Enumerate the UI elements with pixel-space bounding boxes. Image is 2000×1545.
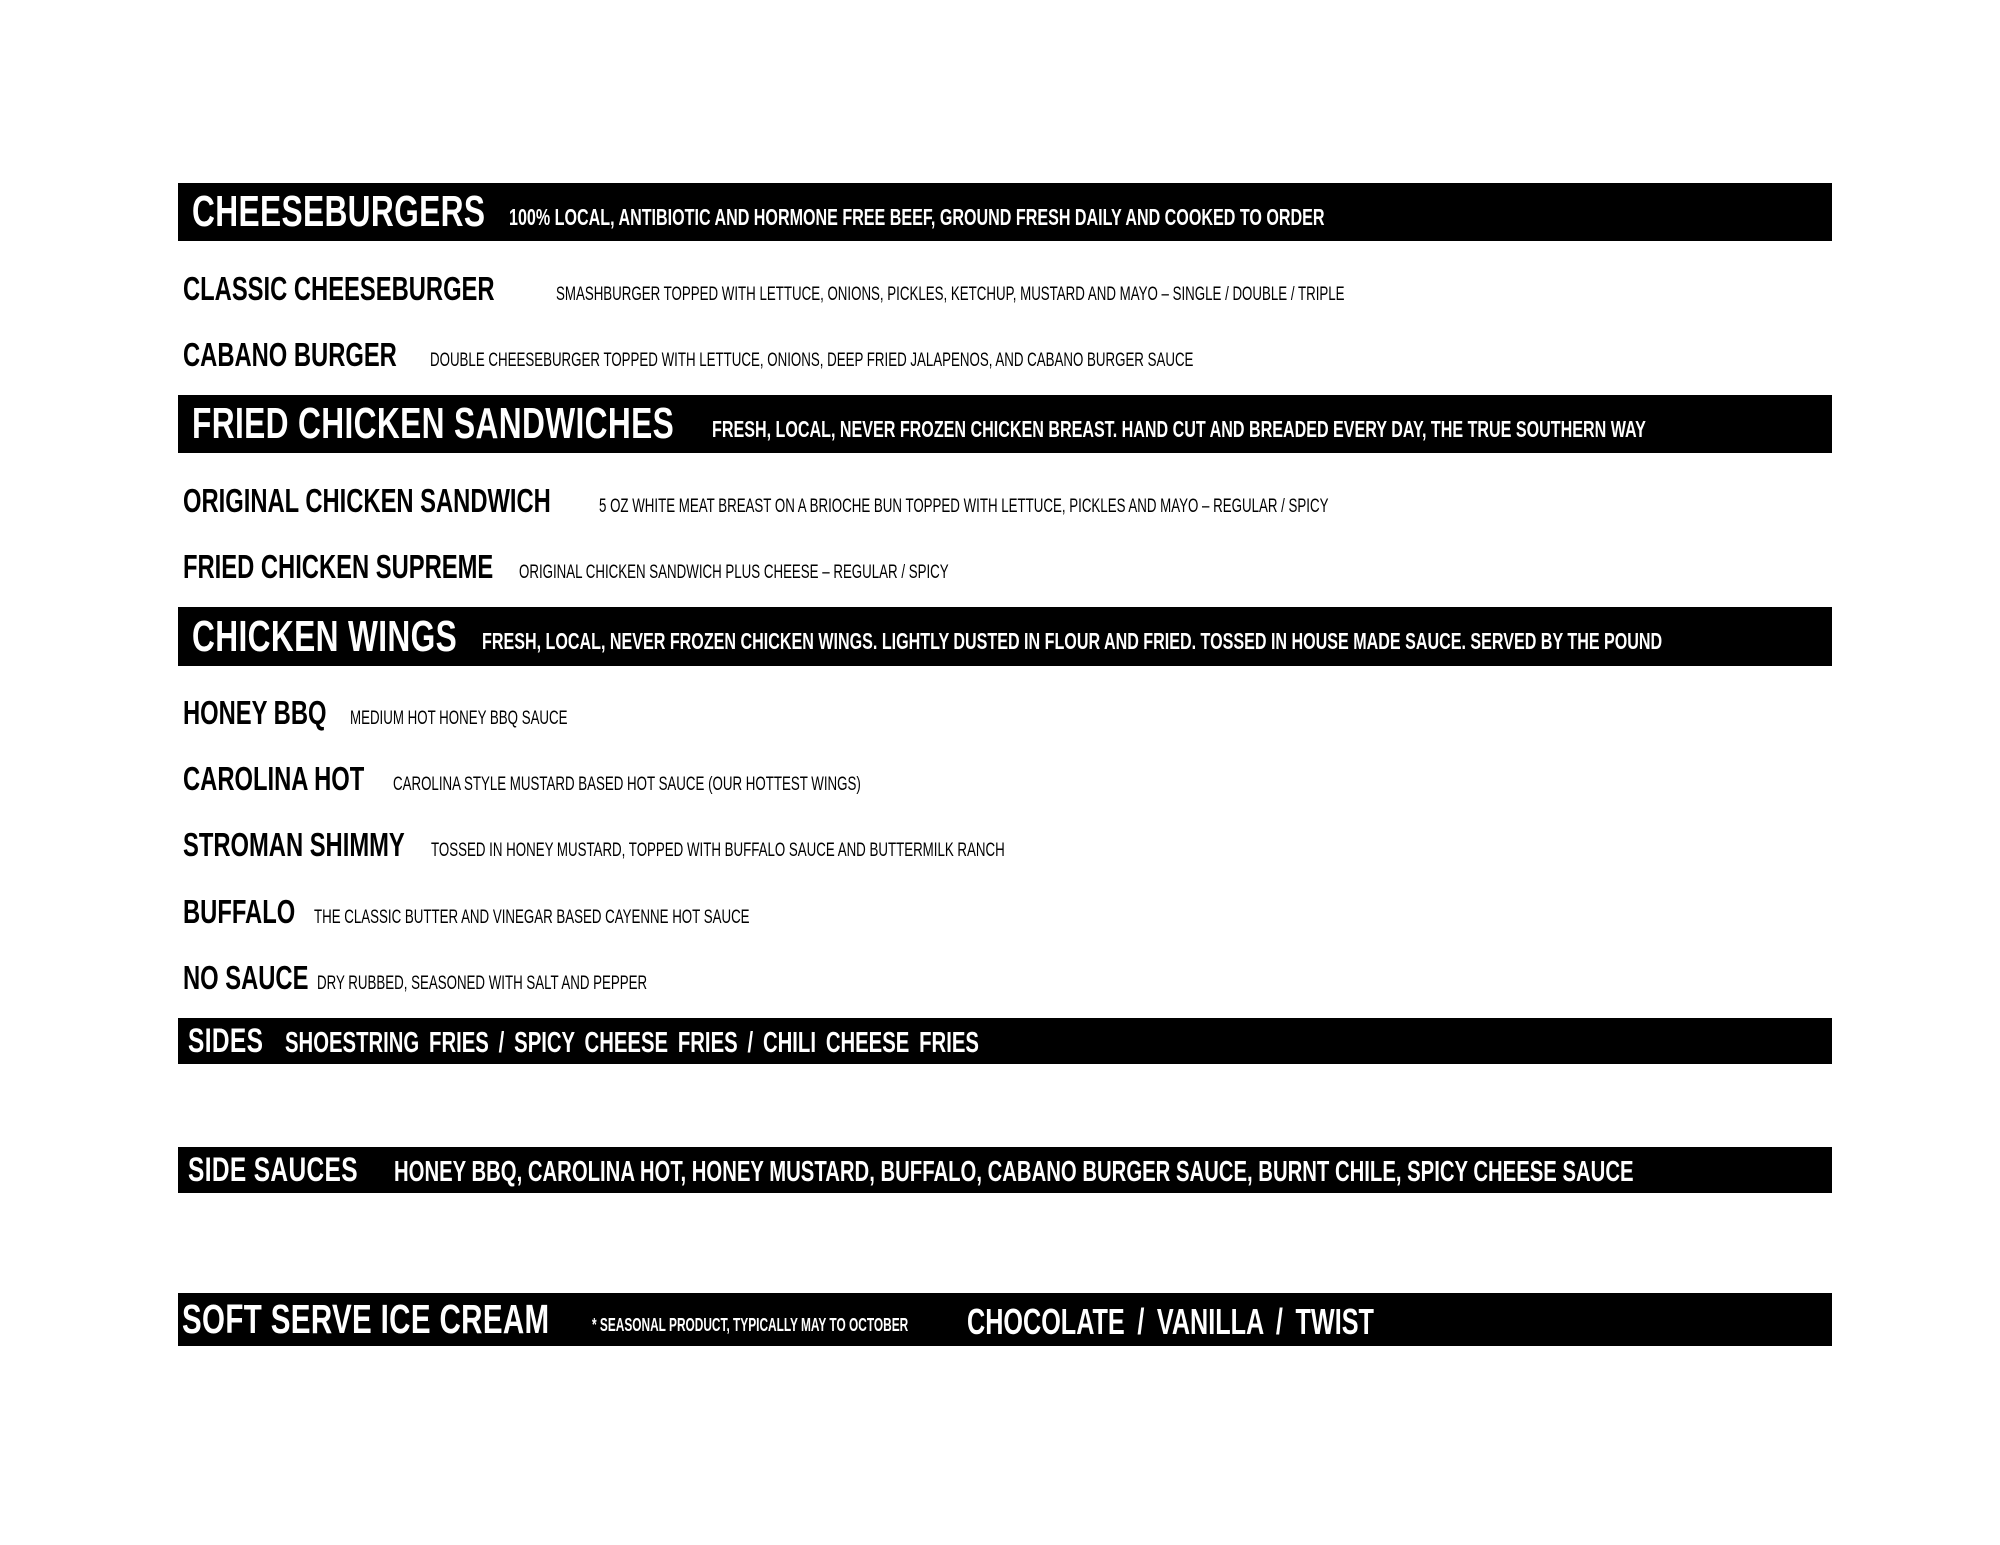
menu-item-no-sauce xyxy=(183,959,789,997)
menu-item-name: CLASSIC CHEESEBURGER xyxy=(183,270,495,307)
section-header-side-sauces xyxy=(178,1147,1832,1193)
menu-item-description: TOSSED IN HONEY MUSTARD, TOPPED WITH BUFFALO SAUCE AND BUTTERMILK RANCH xyxy=(431,840,1005,861)
menu-item-name: FRIED CHICKEN SUPREME xyxy=(183,548,494,585)
section-options: SHOESTRING FRIES / SPICY CHEESE FRIES / CHILI CHEESE FRIES xyxy=(284,1026,979,1059)
section-header-fried-chicken-sandwiches xyxy=(178,395,1832,453)
section-header-soft-serve xyxy=(178,1293,1832,1346)
menu-item-description: 5 OZ WHITE MEAT BREAST ON A BRIOCHE BUN TOPPED WITH LETTUCE, PICKLES AND MAYO – REGULAR / SPICY xyxy=(598,496,1329,517)
menu-item-classic-cheeseburger xyxy=(183,270,1682,308)
menu-item-buffalo xyxy=(183,893,936,931)
section-options: CHOCOLATE / VANILLA / TWIST xyxy=(966,1300,1374,1342)
menu-item-original-chicken-sandwich xyxy=(183,482,1641,520)
seasonal-note: * SEASONAL PRODUCT, TYPICALLY MAY TO OCTOBER xyxy=(592,1315,909,1335)
section-title: CHICKEN WINGS xyxy=(192,611,458,661)
menu-item-fried-chicken-supreme xyxy=(183,548,1133,586)
menu-item-description: DRY RUBBED, SEASONED WITH SALT AND PEPPER xyxy=(317,973,648,994)
section-title: SIDES xyxy=(188,1021,264,1060)
menu-item-name: BUFFALO xyxy=(183,893,296,930)
menu-item-stroman-shimmy xyxy=(183,826,1251,864)
menu-item-carolina-hot xyxy=(183,760,1061,798)
menu-item-name: STROMAN SHIMMY xyxy=(183,826,405,863)
section-title: CHEESEBURGERS xyxy=(192,187,486,236)
menu-item-description: DOUBLE CHEESEBURGER TOPPED WITH LETTUCE, ONIONS, DEEP FRIED JALAPENOS, AND CABANO BURGER SAUCE xyxy=(430,350,1194,371)
menu-item-honey-bbq xyxy=(183,694,661,732)
menu-item-name: CABANO BURGER xyxy=(183,336,397,373)
menu-item-name: ORIGINAL CHICKEN SANDWICH xyxy=(183,482,551,519)
menu-item-cabano-burger xyxy=(183,336,1521,374)
section-header-sides xyxy=(178,1018,1832,1064)
section-title: FRIED CHICKEN SANDWICHES xyxy=(192,399,675,448)
section-tagline: FRESH, LOCAL, NEVER FROZEN CHICKEN WINGS. LIGHTLY DUSTED IN FLOUR AND FRIED. TOSSED IN HOUSE MADE SAUCE. SERVED BY THE POUND xyxy=(482,628,1663,654)
section-header-chicken-wings xyxy=(178,607,1832,666)
menu-item-description: CAROLINA STYLE MUSTARD BASED HOT SAUCE (OUR HOTTEST WINGS) xyxy=(392,774,861,795)
section-title: SIDE SAUCES xyxy=(188,1150,358,1189)
section-tagline: FRESH, LOCAL, NEVER FROZEN CHICKEN BREAST. HAND CUT AND BREADED EVERY DAY, THE TRUE SOUTHERN WAY xyxy=(711,415,1646,442)
menu-item-name: HONEY BBQ xyxy=(183,694,327,731)
menu-item-name: NO SAUCE xyxy=(183,959,309,996)
menu-item-description: MEDIUM HOT HONEY BBQ SAUCE xyxy=(350,708,568,729)
menu-item-description: THE CLASSIC BUTTER AND VINEGAR BASED CAYENNE HOT SAUCE xyxy=(313,907,750,928)
menu-item-description: SMASHBURGER TOPPED WITH LETTUCE, ONIONS, PICKLES, KETCHUP, MUSTARD AND MAYO – SINGLE / DOUBLE / TRIPLE xyxy=(555,284,1345,305)
section-title: SOFT SERVE ICE CREAM xyxy=(182,1296,550,1342)
menu-item-description: ORIGINAL CHICKEN SANDWICH PLUS CHEESE – REGULAR / SPICY xyxy=(518,562,949,583)
section-options: HONEY BBQ, CAROLINA HOT, HONEY MUSTARD, BUFFALO, CABANO BURGER SAUCE, BURNT CHILE, SPICY CHEESE SAUCE xyxy=(394,1155,1634,1188)
section-header-cheeseburgers xyxy=(178,183,1832,241)
menu-item-name: CAROLINA HOT xyxy=(183,760,365,797)
section-tagline: 100% LOCAL, ANTIBIOTIC AND HORMONE FREE BEEF, GROUND FRESH DAILY AND COOKED TO ORDER xyxy=(509,203,1325,230)
